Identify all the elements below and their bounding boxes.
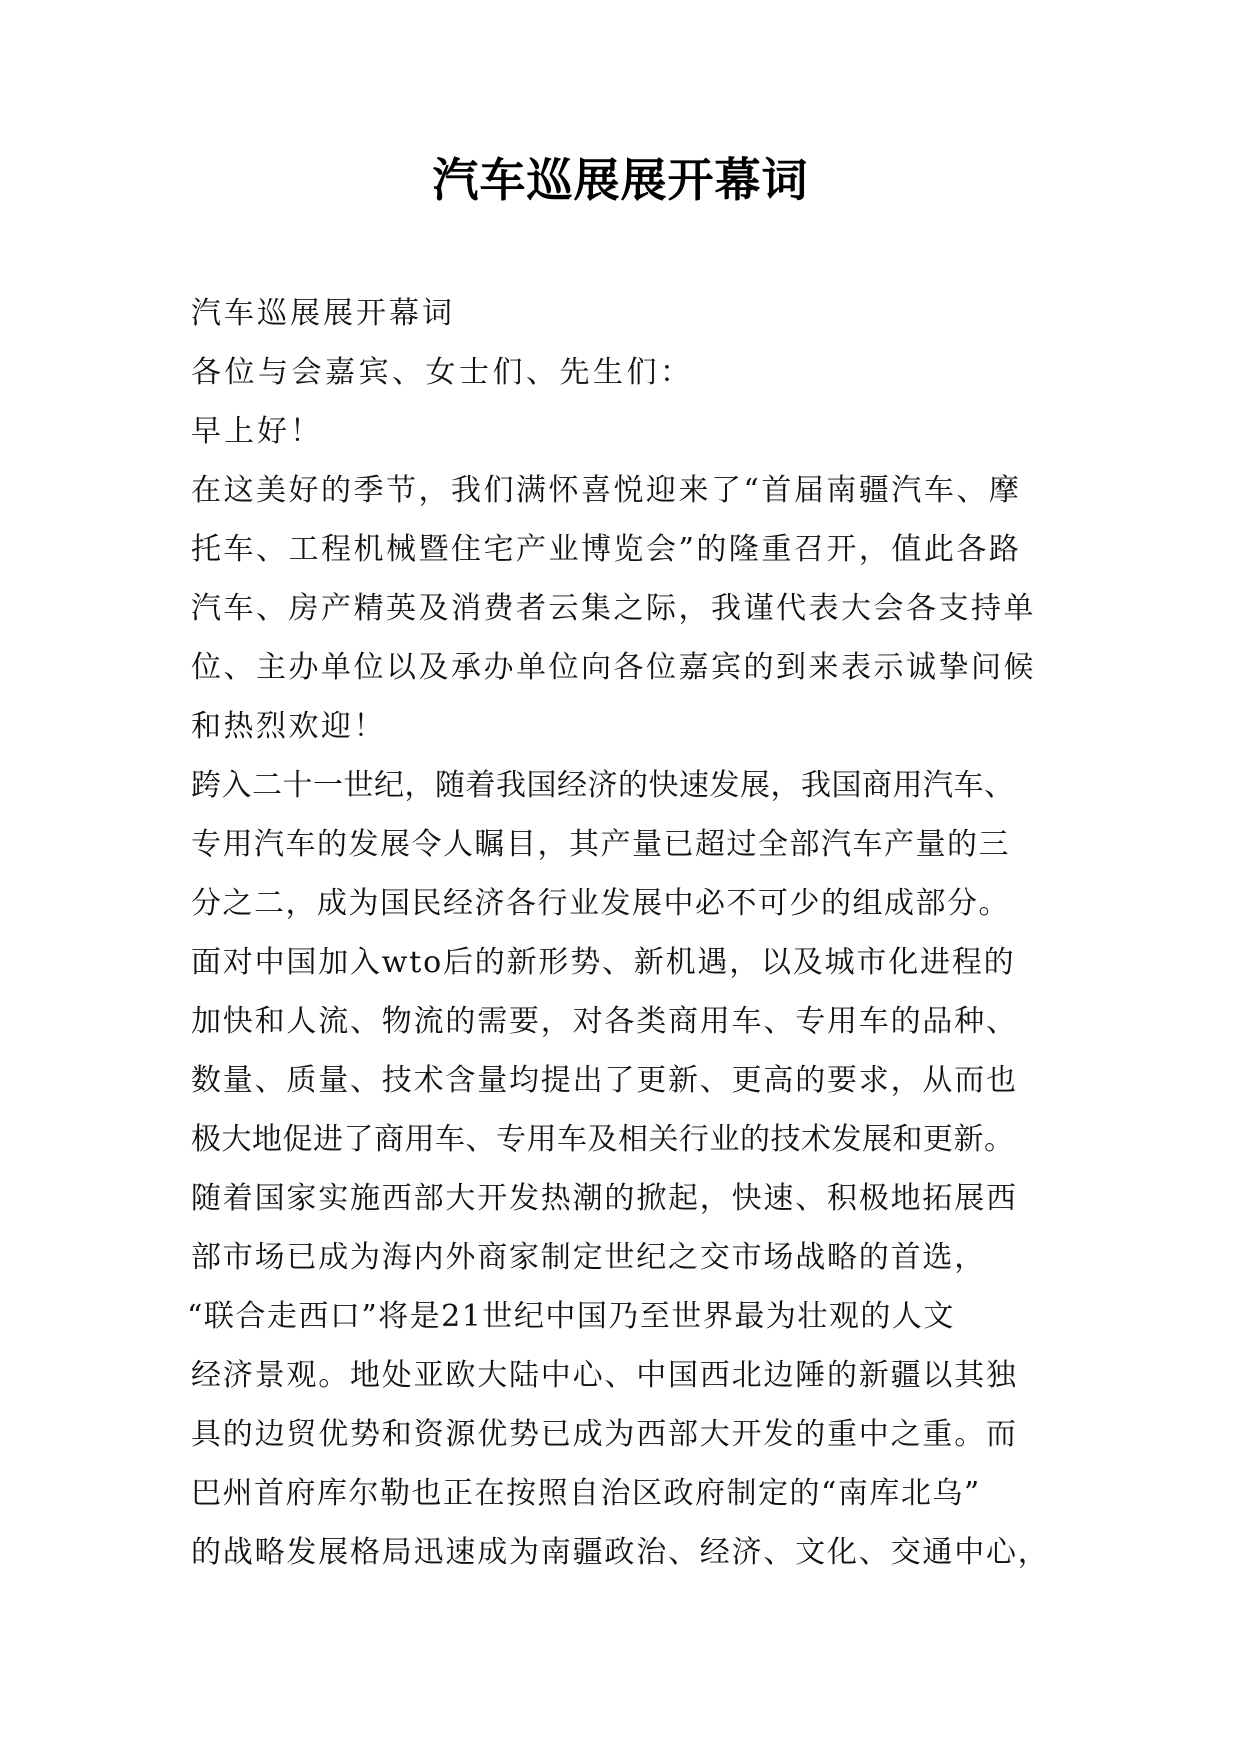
body-line: 加快和人流、物流的需要，对各类商用车、专用车的品种、 <box>191 1004 1018 1039</box>
body-line: 极大地促进了商用车、专用车及相关行业的技术发展和更新。 <box>191 1122 1015 1157</box>
body-line: 位、主办单位以及承办单位向各位嘉宾的到来表示诚挚问候 <box>191 650 1036 685</box>
body-line: 托车、工程机械暨住宅产业博览会”的隆重召开，值此各路 <box>191 532 1022 567</box>
body-line: 数量、质量、技术含量均提出了更新、更高的要求，从而也 <box>191 1063 1018 1098</box>
body-line: 经济景观。地处亚欧大陆中心、中国西北边陲的新疆以其独 <box>191 1358 1018 1393</box>
body-line: 专用汽车的发展令人瞩目，其产量已超过全部汽车产量的三 <box>191 827 1010 862</box>
body-line: 面对中国加入wto后的新形势、新机遇，以及城市化进程的 <box>191 945 1016 980</box>
body-line: “联合走西口”将是21世纪中国乃至世界最为壮观的人文 <box>187 1299 955 1334</box>
body-line: 各位与会嘉宾、女士们、先生们： <box>191 355 694 390</box>
body-line: 汽车巡展展开幕词 <box>191 296 455 331</box>
body-line: 和热烈欢迎！ <box>191 709 386 744</box>
body-line: 跨入二十一世纪，随着我国经济的快速发展，我国商用汽车、 <box>191 768 1015 803</box>
body-line: 具的边贸优势和资源优势已成为西部大开发的重中之重。而 <box>191 1417 1018 1452</box>
body-line: 分之二，成为国民经济各行业发展中必不可少的组成部分。 <box>191 886 1010 921</box>
body-line: 部市场已成为海内外商家制定世纪之交市场战略的首选， <box>191 1240 986 1275</box>
body-line: 巴州首府库尔勒也正在按照自治区政府制定的“南库北乌” <box>191 1476 981 1511</box>
body-line: 随着国家实施西部大开发热潮的掀起，快速、积极地拓展西 <box>191 1181 1018 1216</box>
body-line: 汽车、房产精英及消费者云集之际，我谨代表大会各支持单 <box>191 591 1036 626</box>
document-title: 汽车巡展展开幕词 <box>432 153 809 207</box>
body-line: 早上好！ <box>191 414 323 449</box>
body-line: 在这美好的季节，我们满怀喜悦迎来了“首届南疆汽车、摩 <box>191 473 1022 508</box>
body-line: 的战略发展格局迅速成为南疆政治、经济、文化、交通中心， <box>191 1535 1050 1570</box>
